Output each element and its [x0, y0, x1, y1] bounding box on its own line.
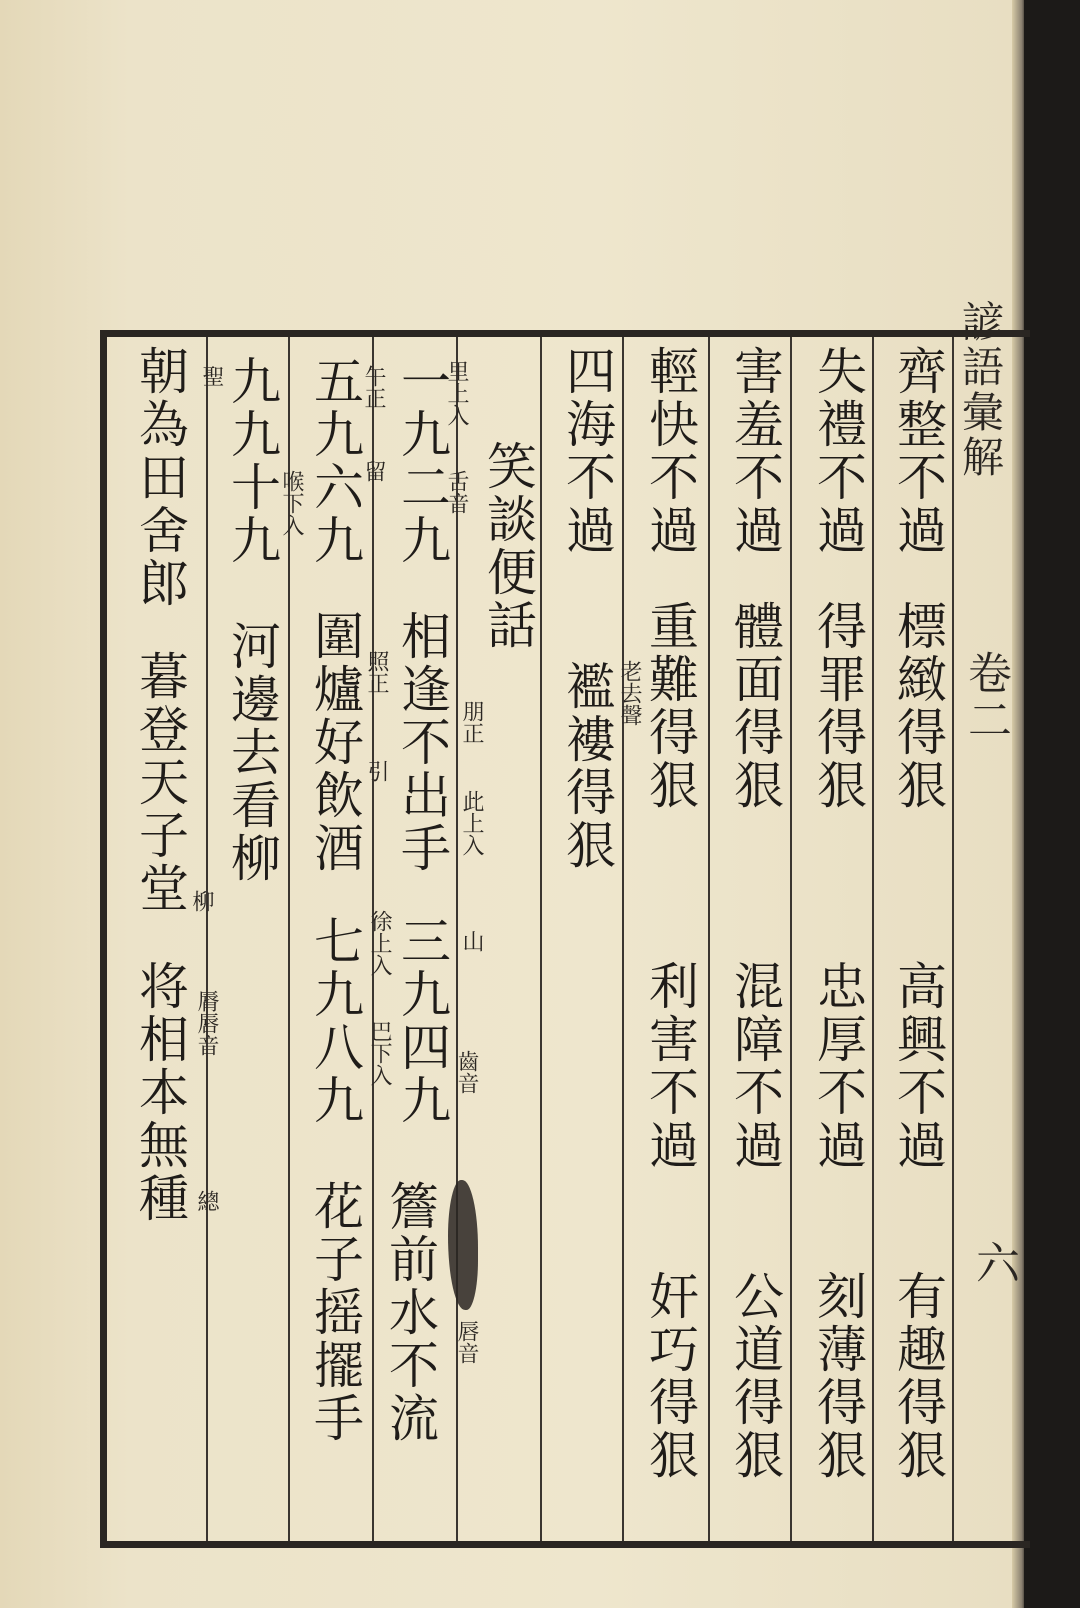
- header-title: 諺語彙解: [956, 300, 1005, 480]
- annotation-a3: 舌音: [444, 470, 469, 514]
- folio-number: 六: [968, 1240, 1019, 1287]
- annotation-a19: 總: [194, 1190, 219, 1212]
- column-rule: [206, 337, 208, 1541]
- column-rule: [708, 337, 710, 1541]
- annotation-a17: 柳: [189, 890, 214, 912]
- col-4-part-1: 輕快不過: [641, 345, 699, 557]
- column-rule: [790, 337, 792, 1541]
- col-2-part-2: 得罪得狠: [809, 600, 867, 812]
- col-7-part-2: 相逢不出手: [393, 610, 451, 875]
- col-3-part-4: 公道得狠: [726, 1270, 784, 1482]
- col-1-part-2: 標緻得狠: [889, 600, 947, 812]
- col-7-part-1: 一九二九: [393, 355, 451, 567]
- col-7-part-3: 三九四九: [393, 915, 451, 1127]
- column-rule: [622, 337, 624, 1541]
- column-rule: [540, 337, 542, 1541]
- annotation-a10: 留: [361, 460, 386, 482]
- col-4-part-2: 重難得狠: [641, 600, 699, 812]
- col-10-part-3: 将相本無種: [131, 960, 189, 1225]
- annotation-a7: 齒音: [454, 1050, 479, 1094]
- col-2-part-3: 忠厚不過: [809, 960, 867, 1172]
- col-8-part-1: 五九六九: [306, 355, 364, 567]
- col-9-part-1: 九九十九: [223, 355, 281, 567]
- col-2-part-4: 刻薄得狠: [809, 1270, 867, 1482]
- col-5-part-1: 四海不過: [558, 345, 616, 557]
- annotation-a18: 脣唇音: [194, 990, 219, 1056]
- col-1-part-1: 齊整不過: [889, 345, 947, 557]
- annotation-a1: 老去聲: [617, 660, 642, 726]
- col-10-part-2: 暮登天子堂: [131, 650, 189, 915]
- annotation-a9: 午正: [361, 365, 386, 409]
- annotation-a14: 徐上入: [367, 910, 392, 976]
- annotation-a8: 唇音: [454, 1320, 479, 1364]
- annotation-a2: 里上入: [444, 360, 469, 426]
- col-1-part-4: 有趣得狠: [889, 1270, 947, 1482]
- col-6-title: 笑談便話: [479, 440, 537, 652]
- col-3-part-1: 害羞不過: [726, 345, 784, 557]
- column-rule: [872, 337, 874, 1541]
- col-1-part-3: 高興不過: [889, 960, 947, 1172]
- col-9-part-2: 河邊去看柳: [223, 620, 281, 885]
- header-section: 卷二: [960, 650, 1011, 744]
- annotation-a12: 照正: [364, 650, 389, 694]
- column-rule: [952, 337, 954, 1541]
- col-3-part-2: 體面得狠: [726, 600, 784, 812]
- annotation-a4: 朋正: [459, 700, 484, 744]
- annotation-a15: 巴下入: [367, 1020, 392, 1086]
- col-8-part-2: 圍爐好飲酒: [306, 610, 364, 875]
- col-8-part-3: 七九八九: [306, 915, 364, 1127]
- col-2-part-1: 失禮不過: [809, 345, 867, 557]
- annotation-a11: 喉下入: [279, 470, 304, 536]
- col-8-part-4: 花子摇擺手: [306, 1180, 364, 1445]
- annotation-a13: 引: [364, 760, 389, 782]
- col-4-part-3: 利害不過: [641, 960, 699, 1172]
- annotation-a16: 聖: [199, 365, 224, 387]
- col-7-part-4: 簷前水不流: [381, 1180, 439, 1445]
- col-5-part-2: 襤褸得狠: [558, 660, 616, 872]
- col-3-part-3: 混障不過: [726, 960, 784, 1172]
- annotation-a5: 此上入: [459, 790, 484, 856]
- book-binding: [1024, 0, 1080, 1608]
- annotation-a6: 山: [459, 930, 484, 952]
- col-4-part-4: 奸巧得狠: [641, 1270, 699, 1482]
- col-10-part-1: 朝為田舍郎: [131, 345, 189, 610]
